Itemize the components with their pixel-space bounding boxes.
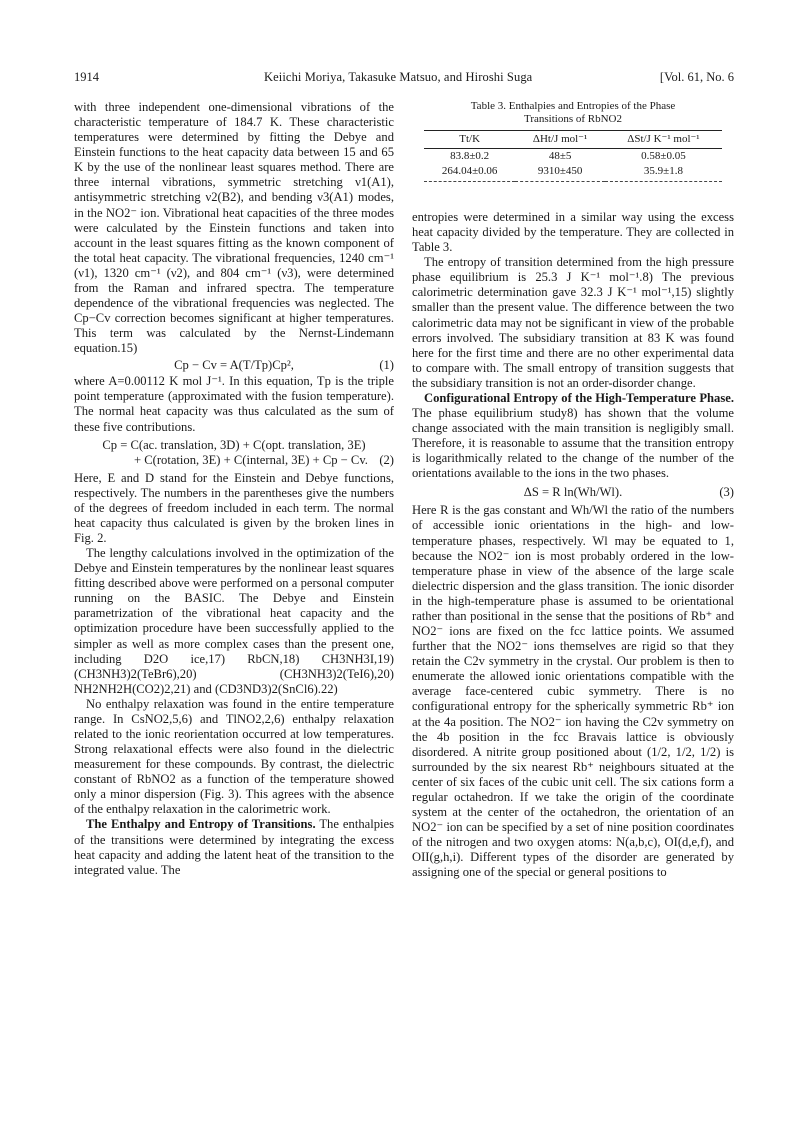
table-caption	[412, 100, 734, 126]
running-authors: Keiichi Moriya, Takasuke Matsuo, and Hiroshi Suga	[264, 70, 533, 84]
equation-2-line-2	[74, 453, 394, 468]
paragraph: Here R is the gas constant and Wh/Wl the ratio of the numbers of accessible ionic orientations in the high- and low-temperature phases, respectively. Wl may be equated to 1, because the NO2⁻ ion is most probably ordered in the low-temperature phase in view of the absence of the large scale dielectric dispersion and the glass transition. The ionic disorder in the high-temperature phase is assumed to be orientational rather than positional in the sense that the positions of Rb⁺ and NO2⁻ ions are fixed on the fcc lattice points. We assumed further that the NO2⁻ ions themselves are rigid so that they retain the C2v symmetry in the crystal. Our problem is then to enumerate the allowed ionic orientations compatible with the average face-centered cubic symmetry. There is no configurational entropy for the spherically symmetric Rb⁺ ion at the 4a position. The NO2⁻ ion having the C2v symmetry on the 4b position in the fcc Bravais lattice is obviously disordered. A nitrite group positioned about (1/2, 1/2, 1/2) is surrounded by the six nearest Rb⁺ neighbours situated at the center of six faces of the cubic unit cell. The six cations form a regular octahedron. If we take the origin of the coordinate system at the center of the octahedron, the orientation of an NO2⁻ ion can be specified by a set of nine position coordinates of the nitrogen and two oxygen atoms: N(a,b,c), OI(d,e,f), and OII(g,h,i). Different types of the disorder are generated by assigning one of the special or general positions to	[412, 503, 734, 880]
equation-text: + C(rotation, 3E) + C(internal, 3E) + Cp − Cv.	[134, 452, 368, 467]
column-header: ΔSt/J K⁻¹ mol⁻¹	[605, 131, 722, 149]
column-header: ΔHt/J mol⁻¹	[515, 131, 605, 149]
section-heading: The Enthalpy and Entropy of Transitions.	[86, 817, 316, 832]
paragraph: No enthalpy relaxation was found in the entire temperature range. In CsNO2,5,6) and TlNO2,2,6) enthalpy relaxation related to the ionic reorientation occurred at low temperatures. Strong relaxational effects were also found in the dielectric measurement for these compounds. By contrast, the dielectric constant of RbNO2 as a function of the temperature showed only a minor dispersion (Fig. 3). This agrees with the absence of the enthalpy relaxation in the calorimetric work.	[74, 696, 394, 817]
equation-text: ΔS = R ln(Wh/Wl).	[523, 485, 623, 500]
equation-number: (3)	[719, 485, 734, 500]
left-column	[74, 100, 394, 878]
table-cell: 9310±450	[515, 164, 605, 182]
equation-1	[74, 356, 394, 374]
running-header	[74, 70, 734, 86]
paragraph: with three independent one-dimensional vibrations of the characteristic temperature of 184.7 K. These characteristic temperatures were determined by fitting the Debye and Einstein functions to the heat capacity data between 15 and 65 K by the use of the nonlinear least squares method. There are three internal vibrations, symmetric stretching ν1(A1), antisymmetric stretching ν2(B2), and bending ν3(A1) modes, in the NO2⁻ ion. Vibrational heat capacities of the three modes were calculated by the Einstein functions and taken into account in the least squares fitting as the known component of the total heat capacity. The vibrational frequencies, 1240 cm⁻¹ (ν1), 1320 cm⁻¹ (ν2), and 804 cm⁻¹ (ν3), were determined from the Raman and infrared spectra. The temperature dependence of the vibrational frequencies was neglected. The Cp−Cv correction becomes significant at higher temperatures. This term was calculated by the Nernst-Lindemann equation.15)	[74, 100, 394, 356]
paragraph: where A=0.00112 K mol J⁻¹. In this equation, Tp is the triple point temperature (approximated with the fusion temperature). The normal heat capacity was thus calculated as the sum of these five contributions.	[74, 374, 394, 434]
equation-number: (1)	[379, 358, 394, 373]
equation-text: Cp = C(ac. translation, 3D) + C(opt. translation, 3E)	[102, 437, 366, 452]
table-row	[424, 164, 722, 182]
paragraph: entropies were determined in a similar way using the excess heat capacity divided by the temperature. They are collected in Table 3.	[412, 210, 734, 255]
table-cell: 264.04±0.06	[424, 164, 515, 182]
data-table	[424, 130, 722, 182]
paragraph-text: The phase equilibrium study8) has shown that the volume change associated with the main transition is negligibly small. Therefore, it is reasonable to assume that the transition entropy is logarithmically related to the change of the number of the orientations available to the ions in the two phases.	[412, 406, 734, 481]
equation-number: (2)	[379, 452, 394, 467]
table-header-row	[424, 131, 722, 149]
volume-info: [Vol. 61, No. 6	[659, 70, 734, 84]
table-cell: 83.8±0.2	[450, 150, 490, 162]
paragraph: Here, E and D stand for the Einstein and Debye functions, respectively. The numbers in the parentheses give the numbers of the degrees of freedom included in each term. The normal heat capacity thus calculated is given by the broken lines in Fig. 2.	[74, 470, 394, 545]
section-heading: Configurational Entropy of the High-Temperature Phase.	[424, 390, 734, 405]
right-column	[412, 100, 734, 880]
page-number: 1914	[74, 70, 99, 84]
paragraph: The entropy of transition determined from the high pressure phase equilibrium is 25.3 J K⁻¹ mol⁻¹.8) The previous calorimetric determination gave 32.3 J K⁻¹ mol⁻¹,15) slightly smaller than the present value. The difference between the two calorimetric data may not be significant in view of the probable errors involved. The subsidiary transition at 83 K was found here for the first time and there are no other experimental data to compare with. The small entropy of transition suggests that the subsidiary transition is not an order-disorder change.	[412, 255, 734, 390]
equation-text: Cp − Cv = A(T/Tp)Cp²,	[174, 358, 294, 373]
equation-2-line-1	[74, 438, 394, 453]
table-cell: 0.58±0.05	[641, 150, 686, 162]
column-header: Tt/K	[424, 131, 515, 149]
paragraph	[74, 817, 394, 877]
table-caption-line: Table 3. Enthalpies and Entropies of the Phase	[470, 100, 676, 112]
paragraph-text: The enthalpies of the transitions were determined by integrating the excess heat capacity and adding the latent heat of the transition to the integrated value. The	[74, 817, 394, 877]
table-row	[424, 149, 722, 165]
paragraph: The lengthy calculations involved in the optimization of the Debye and Einstein temperatures by the nonlinear least squares fitting described above were performed on a personal computer running on the BASIC. The Debye and Einstein parametrization of the vibrational heat capacity and the optimization procedure have been successfully applied to the simpler as well as more complex cases than the present one, including D2O ice,17) RbCN,18) CH3NH3I,19) (CH3NH3)2(TeBr6),20) (CH3NH3)2(TeI6),20) NH2NH2H(CO2)2,21) and (CD3ND3)2(SnCl6).22)	[74, 546, 394, 696]
table-cell: 48±5	[548, 150, 572, 162]
paragraph	[412, 391, 734, 481]
table-cell: 35.9±1.8	[605, 164, 722, 182]
equation-3	[412, 483, 734, 501]
table-3	[412, 100, 734, 182]
table-caption-line: Transitions of RbNO2	[524, 113, 622, 125]
